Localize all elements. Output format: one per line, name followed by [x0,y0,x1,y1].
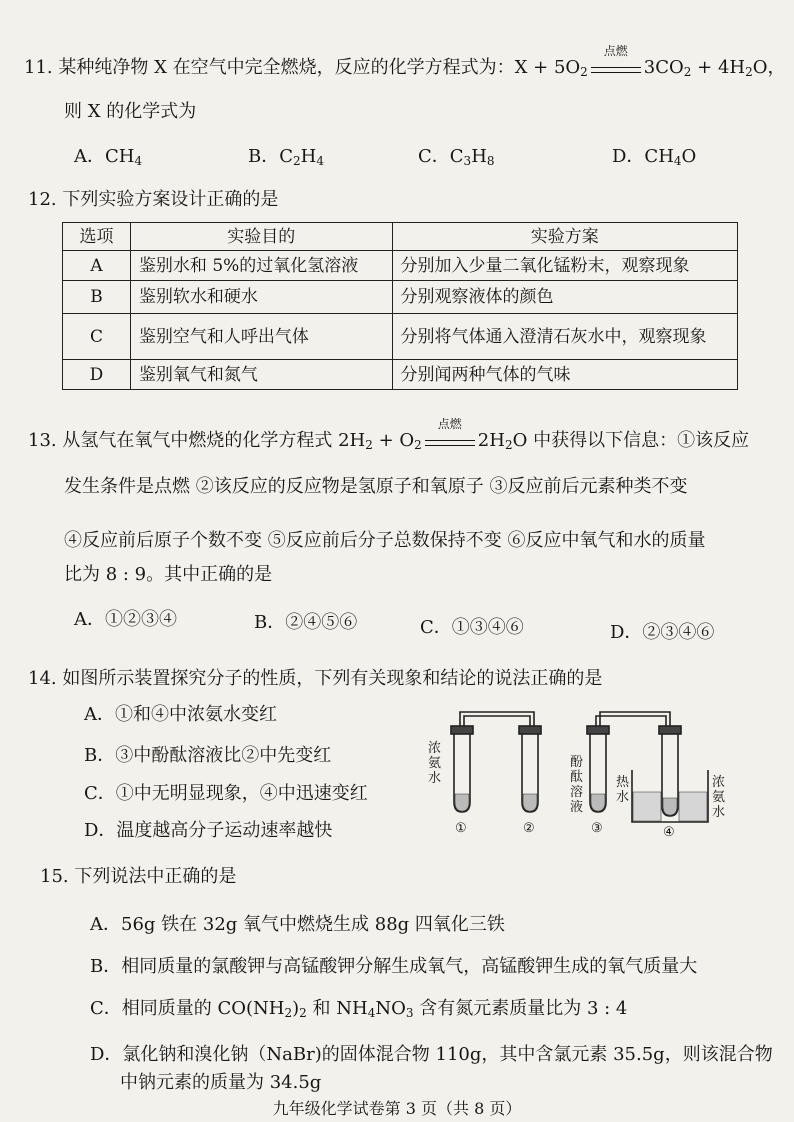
reaction-arrow: 点燃 [588,57,644,79]
q14-option-a: A．①和④中浓氨水变红 [84,704,277,725]
stopper-3 [587,726,609,734]
q12-table [62,222,738,390]
label-tube1: 浓氨水 [428,741,442,786]
q11-option-c: C．$C_3H_8$ [418,146,495,168]
stopper-4 [659,726,681,734]
liquid-2 [523,794,537,811]
header-plan: 实验方案 [392,223,737,251]
q14-option-d: D．温度越高分子运动速率越快 [84,820,333,841]
q13-option-b: B．②④⑤⑥ [254,612,358,633]
q14-option-c: C．①中无明显现象，④中迅速变红 [84,783,368,804]
glass-tube-1-2 [464,716,530,726]
q15-option-c: C．相同质量的 $CO(NH_2)_2$ 和 $NH_4NO_3$ 含有氮元素质量比为 3 : 4 [90,998,628,1020]
q13-option-c: C．①③④⑥ [420,617,524,638]
reaction-arrow: 点燃 [422,430,478,452]
q11-option-d: D．$CH_4O$ [612,146,697,168]
q13-line3: ④反应前后原子个数不变 ⑤反应前后分子总数保持不变 ⑥反应中氧气和水的质量 [64,530,706,551]
q13-line4: 比为 8 : 9。其中正确的是 [64,564,273,585]
q12-stem: 12. 下列实验方案设计正确的是 [28,189,279,210]
q15-option-d: D．氯化钠和溴化钠（NaBr)的固体混合物 110g，其中含氯元素 35.5g，则该混合物 [90,1044,773,1065]
glass-tube-3-4 [596,716,666,726]
liquid-3 [591,794,605,811]
header-purpose: 实验目的 [130,223,392,251]
q11-option-b: B．$C_2H_4$ [248,146,324,168]
glass-tube-1-2-outer [460,712,534,726]
table-row: B 鉴别软水和硬水 分别观察液体的颜色 [63,281,738,314]
q13-stem: 13. 从氢气在氧气中燃烧的化学方程式 $2H_2 + O_2$ 点燃 $2H_2O$ 中获得以下信息：①该反应 [28,417,750,452]
label-hot-water: 热水 [616,775,630,805]
glass-tube-3-4-outer [600,712,670,726]
table-header-row [63,223,738,251]
q15-stem: 15. 下列说法中正确的是 [40,866,237,887]
q15-option-d-cont: 中钠元素的质量为 34.5g [120,1072,322,1093]
q11-option-a: A．$CH_4$ [74,146,143,168]
stopper-2 [519,726,541,734]
stopper-1 [451,726,473,734]
q13-option-d: D．②③④⑥ [610,622,715,643]
q15-option-a: A．56g 铁在 32g 氧气中燃烧生成 88g 四氧化三铁 [90,914,505,935]
label-n1: ① [455,821,467,836]
q13-line2: 发生条件是点燃 ②该反应的反应物是氢原子和氧原子 ③反应前后元素种类不变 [64,476,688,497]
q15-option-b: B．相同质量的氯酸钾与高锰酸钾分解生成氧气，高锰酸钾生成的氧气质量大 [90,956,698,977]
liquid-1 [455,794,469,811]
label-n4: ④ [663,825,675,840]
molecule-experiment-diagram [420,710,730,840]
q13-option-a: A．①②③④ [74,609,177,630]
liquid-4 [663,798,677,815]
page-footer: 九年级化学试卷第 3 页（共 8 页） [272,1099,522,1118]
table-row: D 鉴别氧气和氮气 分别闻两种气体的气味 [63,360,738,390]
label-tube4: 浓氨水 [712,775,726,820]
q14-option-b: B．③中酚酞溶液比②中先变红 [84,745,332,766]
q14-stem: 14. 如图所示装置探究分子的性质，下列有关现象和结论的说法正确的是 [28,668,603,689]
label-n2: ② [523,821,535,836]
q11-stem: 11. 某种纯净物 X 在空气中完全燃烧，反应的化学方程式为：$X + 5O_2$ 点燃 $3CO_2 + 4H_2O$， [24,44,786,79]
label-tube3: 酚酞溶液 [570,755,584,815]
label-n3: ③ [591,821,603,836]
header-option: 选项 [63,223,131,251]
table-row: C 鉴别空气和人呼出气体 分别将气体通入澄清石灰水中，观察现象 [63,314,738,360]
table-row: A 鉴别水和 5%的过氧化氢溶液 分别加入少量二氧化锰粉末，观察现象 [63,251,738,281]
q11-stem2: 则 X 的化学式为 [64,101,197,122]
